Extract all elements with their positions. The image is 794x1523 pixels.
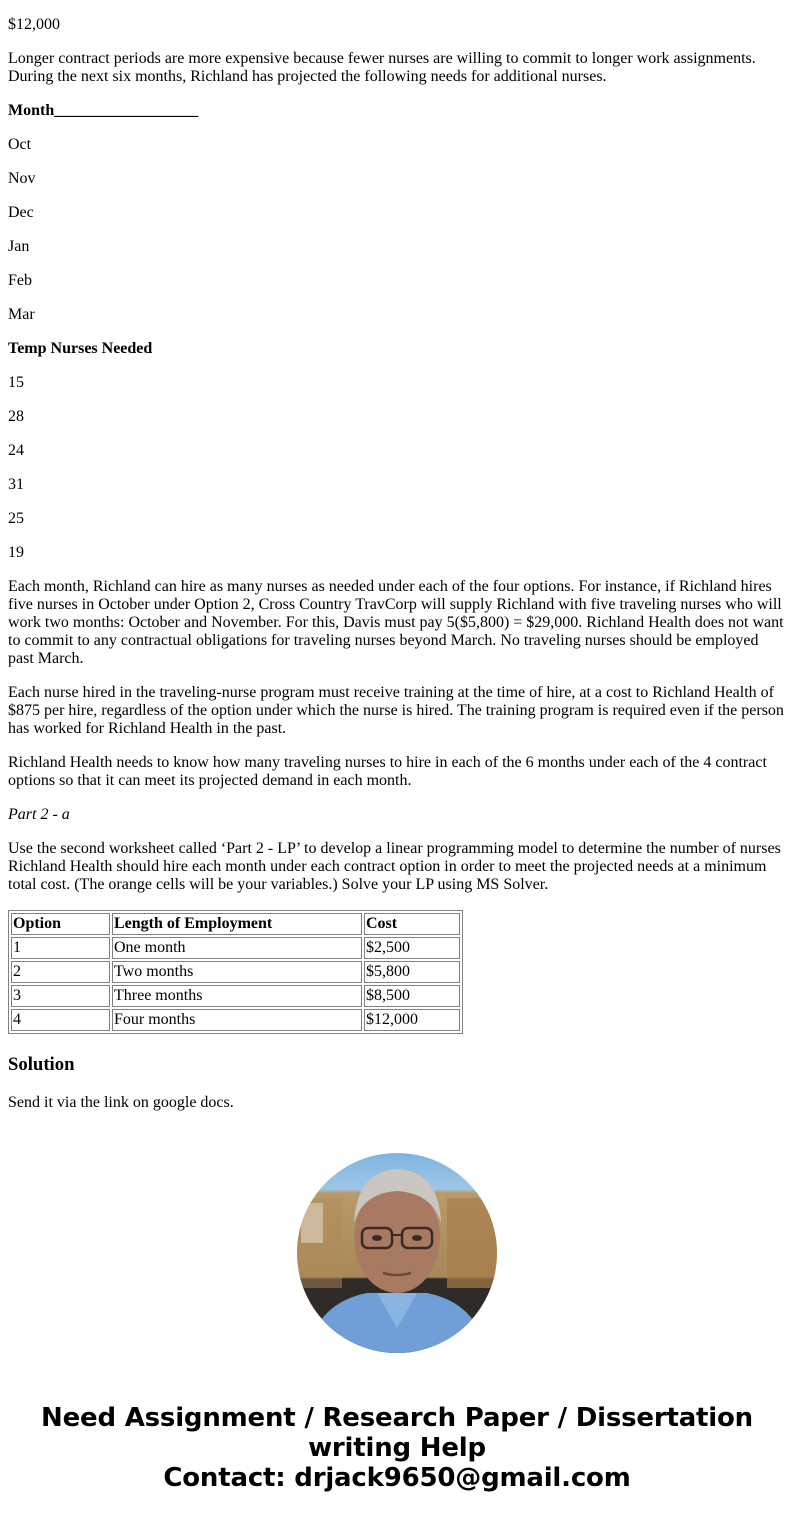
needed-heading: Temp Nurses Needed <box>8 340 153 357</box>
month-heading: Month__________________ <box>8 102 199 119</box>
cell-cost: $5,800 <box>364 961 460 983</box>
author-avatar <box>297 1153 497 1353</box>
cell-option: 4 <box>11 1009 110 1031</box>
needed-mar: 19 <box>8 544 24 561</box>
cell-length: Four months <box>112 1009 362 1031</box>
needed-nov: 28 <box>8 408 24 425</box>
cell-cost: $12,000 <box>364 1009 460 1031</box>
month-oct: Oct <box>8 136 32 153</box>
author-photo-icon <box>297 1153 497 1353</box>
month-dec: Dec <box>8 204 34 221</box>
intro-paragraph: Longer contract periods are more expensive because fewer nurses are willing to commit to longer work assignments. During the next six months, Richland has projected the following needs for additional nurses. <box>8 50 756 85</box>
instructions-paragraph: Use the second worksheet called ‘Part 2 - LP’ to develop a linear programming model to determine the number of nurses Richland Health should hire each month under each contract option in order to meet the projected needs at a minimum total cost. (The orange cells will be your variables.) Solve your LP using MS Solver. <box>8 840 781 893</box>
needed-oct: 15 <box>8 374 24 391</box>
needed-feb: 25 <box>8 510 24 527</box>
cell-option: 3 <box>11 985 110 1007</box>
promo-banner <box>0 1403 794 1493</box>
cut-option-cost: $12,000 <box>8 16 60 33</box>
header-cost: Cost <box>364 913 460 935</box>
solution-text: Send it via the link on google docs. <box>8 1094 234 1111</box>
table-row <box>11 937 460 959</box>
table-row <box>11 985 460 1007</box>
table-row <box>11 1009 460 1031</box>
solution-heading: Solution <box>8 1054 75 1075</box>
needed-jan: 31 <box>8 476 24 493</box>
needed-dec: 24 <box>8 442 24 459</box>
month-jan: Jan <box>8 238 30 255</box>
promo-contact[interactable]: Contact: drjack9650@gmail.com <box>163 1463 631 1493</box>
cell-cost: $8,500 <box>364 985 460 1007</box>
hiring-options-paragraph: Each month, Richland can hire as many nurses as needed under each of the four options. For instance, if Richland hires five nurses in October under Option 2, Cross Country TravCorp will supply Richland with five traveling nurses who will work two months: October and November. For this, Davis must pay 5($5,800) = $29,000. Richland Health does not want to commit to any contractual obligations for traveling nurses beyond March. No traveling nurses should be employed past March. <box>8 578 784 667</box>
month-feb: Feb <box>8 272 32 289</box>
options-table <box>8 910 463 1034</box>
part-label: Part 2 - a <box>8 806 70 823</box>
cell-length: One month <box>112 937 362 959</box>
month-mar: Mar <box>8 306 35 323</box>
header-option: Option <box>11 913 110 935</box>
table-header-row <box>11 913 460 935</box>
document-body <box>8 0 786 1128</box>
training-paragraph: Each nurse hired in the traveling-nurse program must receive training at the time of hire, at a cost to Richland Health of $875 per hire, regardless of the option under which the nurse is hired. The training program is required even if the person has worked for Richland Health in the past. <box>8 684 784 737</box>
table-row <box>11 961 460 983</box>
cell-option: 1 <box>11 937 110 959</box>
promo-line-1: Need Assignment / Research Paper / Dissertation <box>41 1403 753 1433</box>
cell-option: 2 <box>11 961 110 983</box>
month-nov: Nov <box>8 170 36 187</box>
cell-cost: $2,500 <box>364 937 460 959</box>
header-length: Length of Employment <box>112 913 362 935</box>
promo-line-2: writing Help <box>308 1433 486 1463</box>
objective-paragraph: Richland Health needs to know how many traveling nurses to hire in each of the 6 months under each of the 4 contract options so that it can meet its projected demand in each month. <box>8 754 767 789</box>
cell-length: Three months <box>112 985 362 1007</box>
cell-length: Two months <box>112 961 362 983</box>
